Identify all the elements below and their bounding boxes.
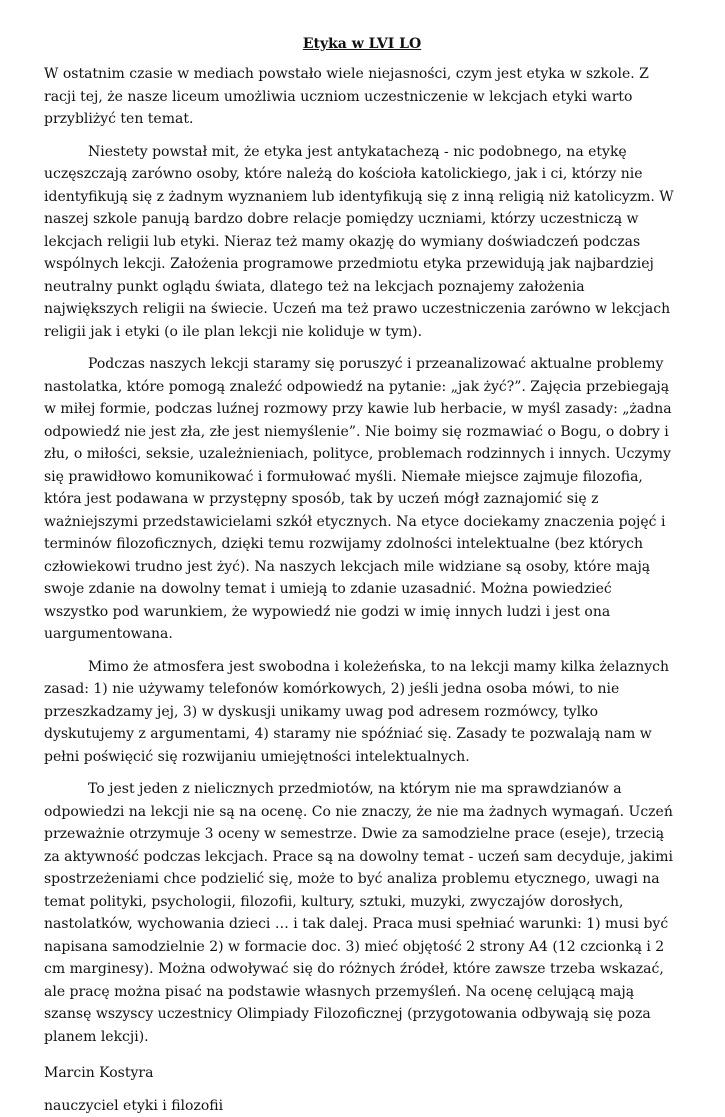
paragraph-rules: Mimo że atmosfera jest swobodna i koleżeńska, to na lekcji mamy kilka żelaznych zasad: 1) nie używamy telefonów komórkowych, 2) jeśli jedna osoba mówi, to nie przeszkadzamy jej, 3) w dyskusji unikamy uwag pod adresem rozmówcy, tylko dyskutujemy z argumentami, 4) staramy nie spóźniać się. Zasady te pozwalają nam w pełni poświęcić się rozwijaniu umiejętności intelektualnych. bbox=[44, 656, 680, 769]
author-role: nauczyciel etyki i filozofii bbox=[44, 1095, 680, 1117]
paragraph-intro: W ostatnim czasie w mediach powstało wiele niejasności, czym jest etyka w szkole. Z racji tej, że nasze liceum umożliwia uczniom uczestniczenie w lekcjach etyki warto przybliżyć ten temat. bbox=[44, 63, 680, 131]
document-title: Etyka w LVI LO bbox=[44, 33, 680, 55]
paragraph-grading: To jest jeden z nielicznych przedmiotów, na którym nie ma sprawdzianów a odpowiedzi na lekcji nie są na ocenę. Co nie znaczy, że nie ma żadnych wymagań. Uczeń przeważnie otrzymuje 3 oceny w semestrze. Dwie za samodzielne prace (eseje), trzecią za aktywność podczas lekcjach. Prace są na dowolny temat - uczeń sam decyduje, jakimi spostrzeżeniami chce podzielić się, może to być analiza problemu etycznego, uwagi na temat polityki, psychologii, filozofii, kultury, sztuki, muzyki, zwyczajów dorosłych, nastolatków, wychowania dzieci … i tak dalej. Praca musi spełniać warunki: 1) musi być napisana samodzielnie 2) w formacie doc. 3) mieć objętość 2 strony A4 (12 czcionką i 2 cm marginesy). Można odwoływać się do różnych źródeł, które zawsze trzeba wskazać, ale pracę można pisać na podstawie własnych przemyśleń. Na ocenę celującą mają szansę wszyscy uczestnicy Olimpiady Filozoficznej (przygotowania odbywają się poza planem lekcji). bbox=[44, 778, 680, 1048]
author-name: Marcin Kostyra bbox=[44, 1062, 680, 1085]
paragraph-lessons: Podczas naszych lekcji staramy się poruszyć i przeanalizować aktualne problemy nastolatka, które pomogą znaleźć odpowiedź na pytanie: „jak żyć?”. Zajęcia przebiegają w miłej formie, podczas luźnej rozmowy przy kawie lub herbacie, w myśl zasady: „żadna odpowiedź nie jest zła, złe jest niemyślenie”. Nie boimy się rozmawiać o Bogu, o dobry i złu, o miłości, seksie, uzależnieniach, polityce, problemach rodzinnych i innych. Uczymy się prawidłowo komunikować i formułować myśli. Niemałe miejsce zajmuje filozofia, która jest podawana w przystępny sposób, tak by uczeń mógł zaznajomić się z ważniejszymi przedstawicielami szkół etycznych. Na etyce dociekamy znaczenia pojęć i terminów filozoficznych, dzięki temu rozwijamy zdolności intelektualne (bez których człowiekowi trudno jest żyć). Na naszych lekcjach mile widziane są osoby, które mają swoje zdanie na dowolny temat i umieją to zdanie uzasadnić. Można powiedzieć wszystko pod warunkiem, że wypowiedź nie godzi w imię innych ludzi i jest ona uargumentowana. bbox=[44, 353, 680, 646]
paragraph-myth: Niestety powstał mit, że etyka jest antykatachezą - nic podobnego, na etykę uczęszczają zarówno osoby, które należą do kościoła katolickiego, jak i ci, którzy nie identyfikują się z żadnym wyznaniem lub identyfikują się z inną religią niż katolicyzm. W naszej szkole panują bardzo dobre relacje pomiędzy uczniami, którzy uczestniczą w lekcjach religii lub etyki. Nieraz też mamy okazję do wymiany doświadczeń podczas wspólnych lekcji. Założenia programowe przedmiotu etyka przewidują jak najbardziej neutralny punkt oglądu świata, dlatego też na lekcjach poznajemy założenia największych religii na świecie. Uczeń ma też prawo uczestniczenia zarówno w lekcjach religii jak i etyki (o ile plan lekcji nie koliduje w tym). bbox=[44, 141, 680, 344]
document-page bbox=[44, 33, 680, 1117]
